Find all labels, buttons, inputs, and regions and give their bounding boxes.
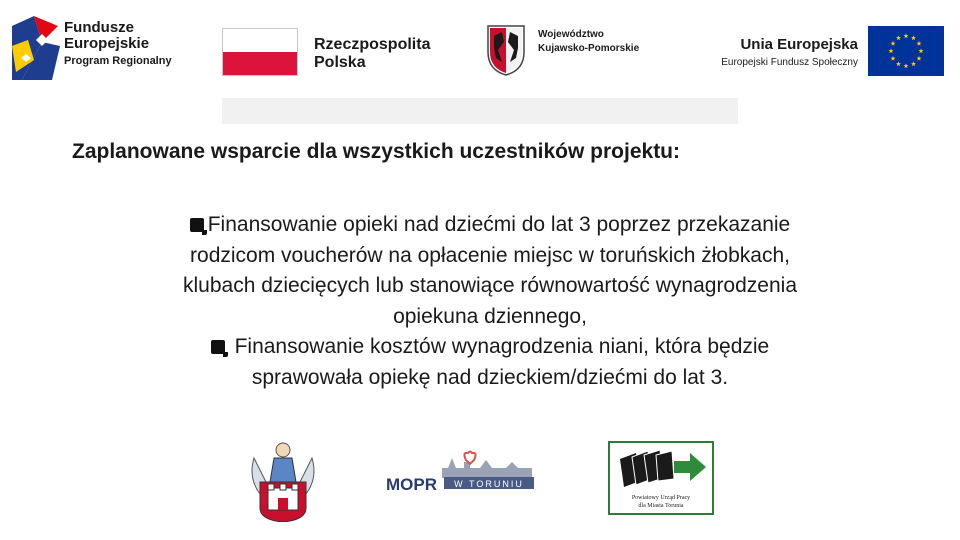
eu-star-icon <box>917 41 922 46</box>
eu-star-icon <box>911 61 916 66</box>
wojewodztwo-line-1: Województwo <box>538 29 604 40</box>
eu-star-icon <box>917 56 922 61</box>
eu-flag-icon <box>868 26 944 76</box>
pup-line-1: Powiatowy Urząd Pracy <box>631 495 691 501</box>
mopr-text: MOPR <box>386 475 437 492</box>
unia-europejska-logo <box>696 26 946 78</box>
eu-star-icon <box>919 48 924 53</box>
eu-star-icon <box>904 33 909 38</box>
bullet-item-2 <box>100 332 880 393</box>
bullet-1-line-2: rodzicom voucherów na opłacenie miejsc w toruńskich żłobkach, <box>190 243 790 267</box>
bullet-list <box>100 210 880 393</box>
header-divider-band <box>222 98 738 124</box>
pup-cards-arrow-icon <box>610 445 712 495</box>
eu-star-icon <box>889 48 894 53</box>
checkbox-bullet-icon <box>190 218 204 232</box>
rzeczpospolita-polska-logo <box>222 28 452 78</box>
fundusze-line-1: Fundusze <box>64 19 134 36</box>
pup-logo <box>608 441 714 515</box>
unia-title: Unia Europejska <box>740 36 858 53</box>
bullet-item-1 <box>100 210 880 332</box>
fundusze-line-3: Program Regionalny <box>64 54 172 67</box>
bullet-1-line-4: opiekuna dziennego, <box>393 304 587 328</box>
coat-of-arms-icon <box>484 22 528 76</box>
pup-line-2: dla Miasta Torunia <box>638 502 684 509</box>
rzeczpospolita-line-1: Rzeczpospolita <box>314 36 431 53</box>
fundusze-europejskie-logo <box>12 14 192 80</box>
wojewodztwo-line-2: Kujawsko-Pomorskie <box>538 42 640 54</box>
mopr-skyline-icon <box>382 450 536 492</box>
mopr-subtext: W TORUNIU <box>454 479 524 489</box>
bullet-1-line-1: Finansowanie opieki nad dziećmi do lat 3 poprzez przekazanie <box>207 213 791 236</box>
checkbox-bullet-icon <box>211 340 225 354</box>
eu-star-icon <box>904 63 909 68</box>
eu-star-icon <box>911 35 916 40</box>
fundusze-star-icon <box>12 16 60 80</box>
unia-subtitle: Europejski Fundusz Społeczny <box>721 57 858 68</box>
fundusze-line-2: Europejskie <box>64 34 150 52</box>
bullet-2-line-2: sprawowała opiekę nad dzieckiem/dziećmi do lat 3. <box>251 365 729 389</box>
torun-coat-of-arms-logo <box>246 438 320 522</box>
eu-star-icon <box>891 41 896 46</box>
rzeczpospolita-line-2: Polska <box>314 53 366 71</box>
eu-star-icon <box>891 56 896 61</box>
eu-star-icon <box>896 61 901 66</box>
eu-star-icon <box>896 35 901 40</box>
bullet-1-line-3: klubach dziecięcych lub stanowiące równowartość wynagrodzenia <box>183 274 797 297</box>
page-heading: Zaplanowane wsparcie dla wszystkich uczestników projektu: <box>72 140 681 163</box>
angel-castle-icon <box>246 438 320 522</box>
bullet-2-line-1: Finansowanie kosztów wynagrodzenia niani, która będzie <box>228 335 770 358</box>
wojewodztwo-logo <box>484 22 664 78</box>
mopr-logo <box>382 450 536 492</box>
polish-flag-icon <box>222 28 298 76</box>
